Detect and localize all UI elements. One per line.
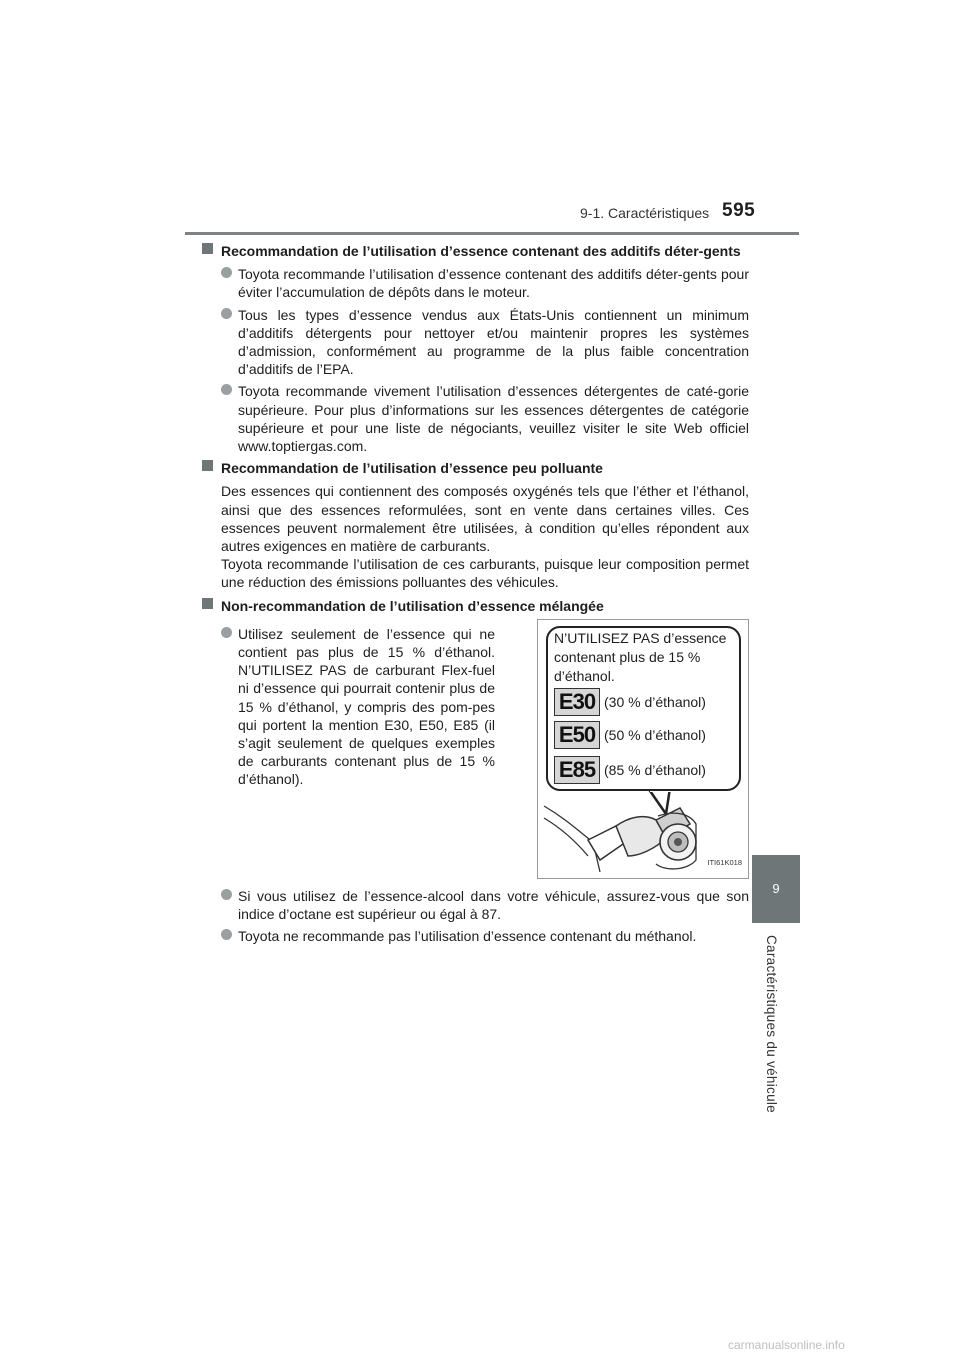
fuel-warning-figure [537, 619, 749, 879]
circle-bullet-icon [221, 267, 232, 278]
list-item-text: Toyota recommande vivement l’utilisation d’essences détergentes de caté-gorie supérieure. Pour plus d’informations sur les essences détergentes de catégorie supérieure et pour une liste de négociants, veuillez visiter le site Web officiel www.toptiergas.com. [238, 383, 749, 455]
square-bullet-icon [202, 243, 213, 254]
page-content [221, 242, 749, 949]
list-item [238, 625, 495, 875]
page-number: 595 [722, 200, 756, 221]
circle-bullet-icon [221, 889, 232, 900]
list-item [238, 382, 749, 455]
figure-code: ITI61K018 [707, 857, 742, 867]
list-item-text: Si vous utilisez de l’essence-alcool dans votre véhicule, assurez-vous que son indice d’octane est supérieur ou égal à 87. [238, 887, 749, 923]
square-bullet-icon [202, 460, 213, 471]
circle-bullet-icon [221, 627, 232, 638]
list-item [238, 306, 749, 379]
fuel-description: (50 % d’éthanol) [604, 726, 706, 743]
heading-text: Recommandation de l’utilisation d’essence contenant des additifs déter-gents [221, 243, 741, 259]
fuel-row-e85 [554, 756, 706, 784]
fuel-description: (85 % d’éthanol) [604, 761, 706, 778]
list-item-text: Toyota recommande l’utilisation d’essence contenant des additifs déter-gents pour éviter l’accumulation de dépôts dans le moteur. [238, 266, 749, 301]
circle-bullet-icon [221, 308, 232, 319]
paragraph-text: Des essences qui contiennent des composés oxygénés tels que l’éther et l’éthanol, ainsi que des essences reformulées, sont en vente dans certaines villes. Ces essences peuvent normalement être utilisées, à condition qu’elles répondent aux autres exigences en matière de carburants. [221, 483, 749, 555]
section-heading-blended [221, 597, 749, 615]
header-rule [185, 232, 799, 235]
warning-text: N’UTILISEZ PAS d’essence contenant plus de 15 % d’éthanol. [554, 629, 727, 684]
list-item-text: Toyota ne recommande pas l’utilisation d’essence contenant du méthanol. [238, 928, 697, 945]
section-heading-low-pollution [221, 459, 749, 477]
fuel-row-e30 [554, 688, 706, 716]
paragraph-text: Toyota recommande l’utilisation de ces carburants, puisque leur composition permet une réduction des émissions polluantes des véhicules. [221, 556, 749, 591]
square-bullet-icon [202, 598, 213, 609]
chapter-tab: 9 [752, 855, 800, 923]
circle-bullet-icon [221, 929, 232, 940]
heading-text: Non-recommandation de l’utilisation d’essence mélangée [221, 597, 604, 614]
section-heading-detergent [221, 242, 749, 260]
list-item [238, 265, 749, 301]
header-section-title: 9-1. Caractéristiques [580, 205, 710, 221]
fuel-description: (30 % d’éthanol) [604, 693, 706, 710]
fuel-code-label: E85 [554, 756, 600, 784]
list-item [238, 927, 749, 945]
watermark-logo: carmanualsonline.info [728, 1338, 845, 1352]
heading-text: Recommandation de l’utilisation d’essence peu polluante [221, 460, 603, 477]
list-item-text: Tous les types d’essence vendus aux États-Unis contiennent un minimum d’additifs détergents pour nettoyer et/ou maintenir propres les systèmes d’admission, conformément au programme de la plus faible concentration d’additifs de l’EPA. [238, 306, 749, 378]
fuel-code-label: E30 [554, 688, 600, 716]
list-item [238, 887, 749, 923]
list-item-text: Utilisez seulement de l’essence qui ne contient pas plus de 15 % d’éthanol. N’UTILISEZ PAS de carburant Flex-fuel ni d’essence qui pourrait contenir plus de 15 % d’éthanol, y compris des pom-pes qui portent la mention E30, E50, E85 (il s’agit seulement de quelques exemples de carburants contenant plus de 15 % d’éthanol). [238, 625, 495, 788]
fuel-row-e50 [554, 721, 706, 749]
body-paragraph [221, 482, 749, 591]
fuel-code-label: E50 [554, 721, 600, 749]
chapter-label: Caractéristiques du véhicule [764, 935, 779, 1113]
figure-row [221, 625, 749, 879]
circle-bullet-icon [221, 384, 232, 395]
